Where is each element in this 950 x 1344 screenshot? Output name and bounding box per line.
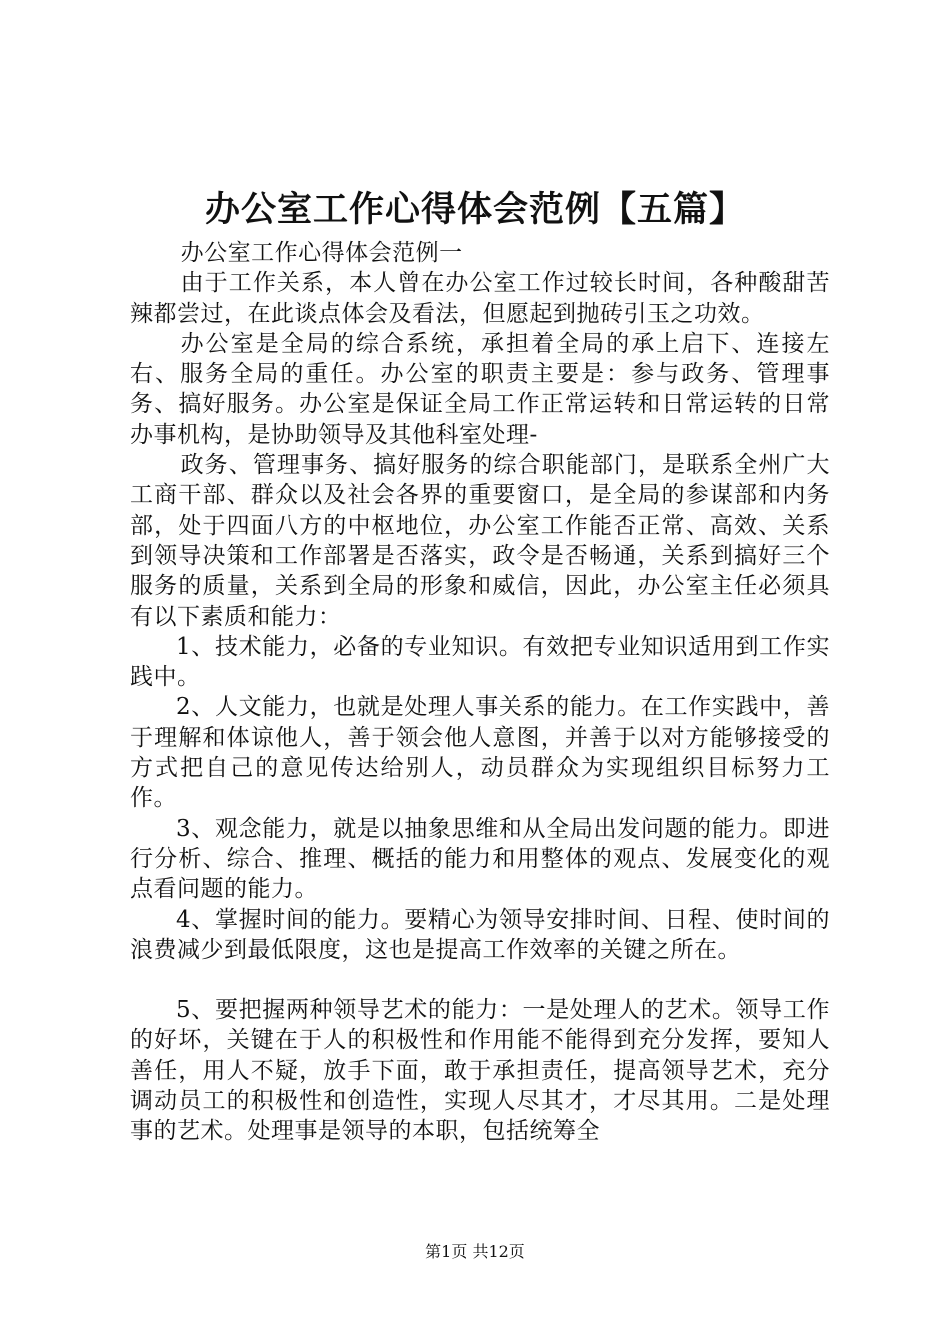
document-title: 办公室工作心得体会范例【五篇】 <box>204 189 745 230</box>
paragraph: 政务、管理事务、搞好服务的综合职能部门，是联系全州广大工商干部、群众以及社会各界的重要窗口，是全局的参谋部和内务部，处于四面八方的中枢地位，办公室工作能否正常、高效、关系到领导决策和工作部署是否落实，政令是否畅通，关系到搞好三个服务的质量，关系到全局的形象和威信，因此，办公室主任必须具有以下素质和能力： <box>130 452 830 630</box>
list-item: 1、技术能力，必备的专业知识。有效把专业知识适用到工作实践中。 <box>130 633 830 691</box>
list-item: 2、人文能力，也就是处理人事关系的能力。在工作实践中，善于理解和体谅他人，善于领会他人意图，并善于以对方能够接受的方式把自己的意见传达给别人，动员群众为实现组织目标努力工作。 <box>130 694 830 812</box>
section-heading: 办公室工作心得体会范例一 <box>180 240 463 266</box>
paragraph: 办公室是全局的综合系统，承担着全局的承上启下、连接左右、服务全局的重任。办公室的职责主要是：参与政务、管理事务、搞好服务。办公室是保证全局工作正常运转和日常运转的日常办事机构，是协助领导及其他科室处理- <box>130 330 830 448</box>
paragraph-spacer <box>130 965 830 995</box>
page-footer: 第1页 共12页 <box>425 1242 525 1261</box>
paragraph: 由于工作关系，本人曾在办公室工作过较长时间，各种酸甜苦辣都尝过，在此谈点体会及看法，但愿起到抛砖引玉之功效。 <box>130 270 830 327</box>
list-item: 4、掌握时间的能力。要精心为领导安排时间、日程、使时间的浪费减少到最低限度，这也是提高工作效率的关键之所在。 <box>130 906 830 963</box>
list-item: 3、观念能力，就是以抽象思维和从全局出发问题的能力。即进行分析、综合、推理、概括的能力和用整体的观点、发展变化的观点看问题的能力。 <box>130 815 830 903</box>
document-body <box>130 238 830 1147</box>
list-item: 5、要把握两种领导艺术的能力：一是处理人的艺术。领导工作的好坏，关键在于人的积极性和作用能不能得到充分发挥，要知人善任，用人不疑，放手下面，敢于承担责任，提高领导艺术，充分调动员工的积极性和创造性，实现人尽其才，才尽其用。二是处理事的艺术。处理事是领导的本职，包括统筹全 <box>130 997 830 1145</box>
